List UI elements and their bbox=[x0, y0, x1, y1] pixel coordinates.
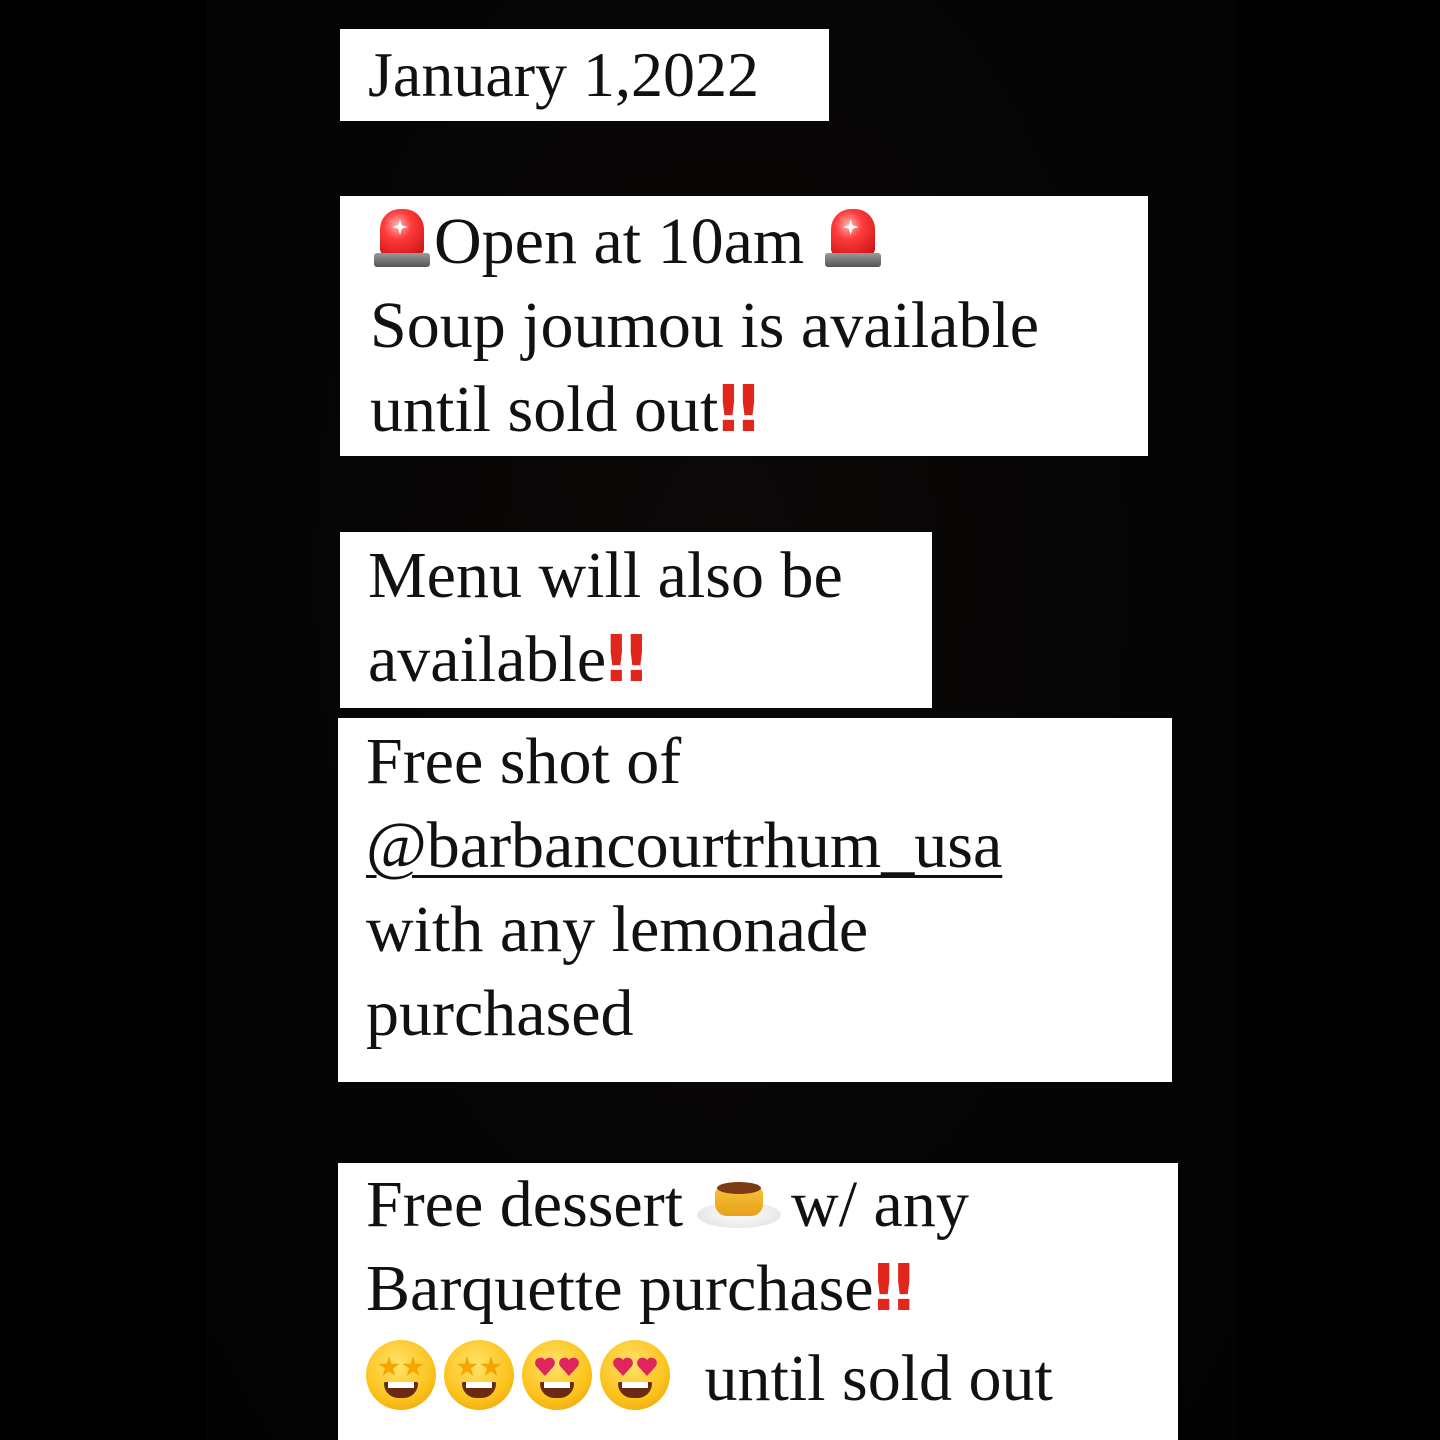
dessert-line bbox=[366, 1163, 1178, 1247]
soup-text: Soup joumou is available bbox=[370, 289, 1040, 362]
free-shot-text: Free shot of bbox=[366, 725, 682, 798]
mention-line bbox=[366, 804, 1172, 888]
with-any-text: w/ any bbox=[791, 1168, 969, 1241]
barquette-line bbox=[366, 1247, 1178, 1331]
emoji-sold-out-line bbox=[366, 1331, 1178, 1421]
double-exclamation-icon: ‼ bbox=[606, 623, 645, 697]
lemonade-text: with any lemonade bbox=[366, 893, 869, 966]
star-struck-face-icon bbox=[444, 1340, 514, 1410]
star-struck-face-icon bbox=[366, 1340, 436, 1410]
double-exclamation-icon: ‼ bbox=[873, 1252, 912, 1326]
sold-out-text: until sold out bbox=[370, 373, 719, 446]
free-dessert-text: Free dessert bbox=[366, 1168, 684, 1241]
date-text: January 1,2022 bbox=[368, 39, 760, 110]
heart-eyes-face-icon bbox=[522, 1340, 592, 1410]
menu-available-line bbox=[368, 618, 932, 702]
dessert-sold-out-text: until sold out bbox=[704, 1342, 1053, 1415]
sold-out-line bbox=[370, 368, 1148, 452]
custard-icon bbox=[697, 1172, 781, 1232]
rotating-light-icon bbox=[374, 209, 430, 269]
menu-available-text: available bbox=[368, 623, 607, 696]
opening-line bbox=[370, 200, 1148, 284]
opening-announcement bbox=[340, 196, 1148, 456]
opening-time-text: Open at 10am bbox=[434, 205, 805, 278]
menu-text: Menu will also be bbox=[368, 539, 843, 612]
free-dessert-promo bbox=[338, 1163, 1178, 1440]
free-shot-promo bbox=[338, 718, 1172, 1082]
heart-eyes-face-icon bbox=[600, 1340, 670, 1410]
barbancourt-mention-link[interactable]: @barbancourtrhum_usa bbox=[366, 809, 1003, 882]
rotating-light-icon bbox=[825, 209, 881, 269]
purchased-text: purchased bbox=[366, 977, 634, 1050]
double-exclamation-icon: ‼ bbox=[718, 373, 757, 447]
date-label bbox=[340, 29, 829, 121]
barquette-text: Barquette purchase bbox=[366, 1252, 874, 1325]
menu-notice bbox=[340, 532, 932, 708]
